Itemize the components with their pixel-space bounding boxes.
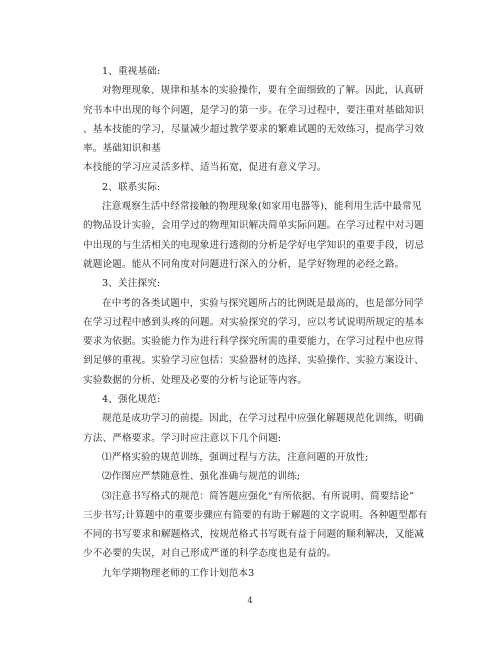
paragraph-line: 三步书写;计算题中的重要步骤应有简要的有助于解题的文字说明。各种题型都有 — [83, 509, 428, 521]
list-item: ⑶注意书写格式的规范：简答题应强化“有所依据、有所说明、简要结论” — [102, 490, 415, 502]
paragraph-line: 不同的书写要求和解题格式，按规范格式书写既有益于问题的顺利解决，又能减 — [83, 529, 425, 541]
list-item: ⑵作图应严禁随意性、强化准确与规范的训练; — [102, 471, 301, 483]
paragraph-line: 要求为依据。实验能力作为进行科学探究所需的重要能力，在学习过程中也应得 — [83, 336, 425, 348]
list-item: ⑴严格实验的规范训练，强调过程与方法，注意问题的开放性; — [102, 451, 369, 463]
paragraph-line: 就题论题。能从不同角度对问题进行深入的分析，是学好物理的必经之路。 — [83, 258, 405, 270]
section-heading-2: 2、联系实际: — [102, 181, 161, 193]
paragraph-line: 实验数据的分析、处理及必要的分析与论证等内容。 — [83, 374, 308, 386]
paragraph-line: 在中考的各类试题中，实验与探究题所占的比例既是最高的，也是部分同学 — [102, 297, 424, 309]
page-number: 4 — [247, 596, 253, 605]
paragraph-line: 究书本中出现的每个问题，是学习的第一步。在学习过程中，要注重对基础知识 — [83, 104, 425, 116]
paragraph-line: 到足够的重视。实验学习应包括：实验器材的选择、实验操作、实验方案设计、 — [83, 355, 425, 367]
section-heading-1: 1、重视基础: — [102, 66, 161, 77]
paragraph-line: 、基本技能的学习，尽量减少超过教学要求的繁难试题的无效练习，提高学习效 — [83, 123, 425, 135]
paragraph-line: 中出现的与生活相关的电现象进行透彻的分析是学好电学知识的重要手段，切忌 — [83, 239, 425, 251]
paragraph-line: 对物理现象、规律和基本的实验操作，要有全面细致的了解。因此，认真研 — [102, 85, 424, 97]
paragraph-line: 的物品设计实验，会用学过的物理知识解决简单实际问题。在学习过程中对习题 — [83, 220, 425, 232]
document-subtitle: 九年学期物理老师的工作计划范本3 — [102, 567, 255, 579]
paragraph-line: 在学习过程中感到头疼的问题。对实验探究的学习，应以考试说明所规定的基本 — [83, 316, 425, 328]
paragraph-line: 本技能的学习应灵活多样、适当拓宽，促进有意义学习。 — [83, 162, 327, 174]
paragraph-line: 注意观察生活中经常接触的物理现象(如家用电器等)，能利用生活中最常见 — [102, 201, 422, 213]
document-body — [83, 62, 428, 583]
paragraph-line: 率。基础知识和基 — [83, 143, 161, 155]
section-heading-4: 4、强化规范: — [102, 394, 161, 406]
paragraph-line: 方法、严格要求。学习时应注意以下几个问题: — [83, 432, 282, 444]
section-heading-3: 3、关注探究: — [102, 278, 161, 290]
paragraph-line: 少不必要的失误，对自己形成严谨的科学态度也是有益的。 — [83, 548, 337, 560]
paragraph-line: 规范是成功学习的前提。因此，在学习过程中应强化解题规范化训练，明确 — [102, 413, 424, 425]
